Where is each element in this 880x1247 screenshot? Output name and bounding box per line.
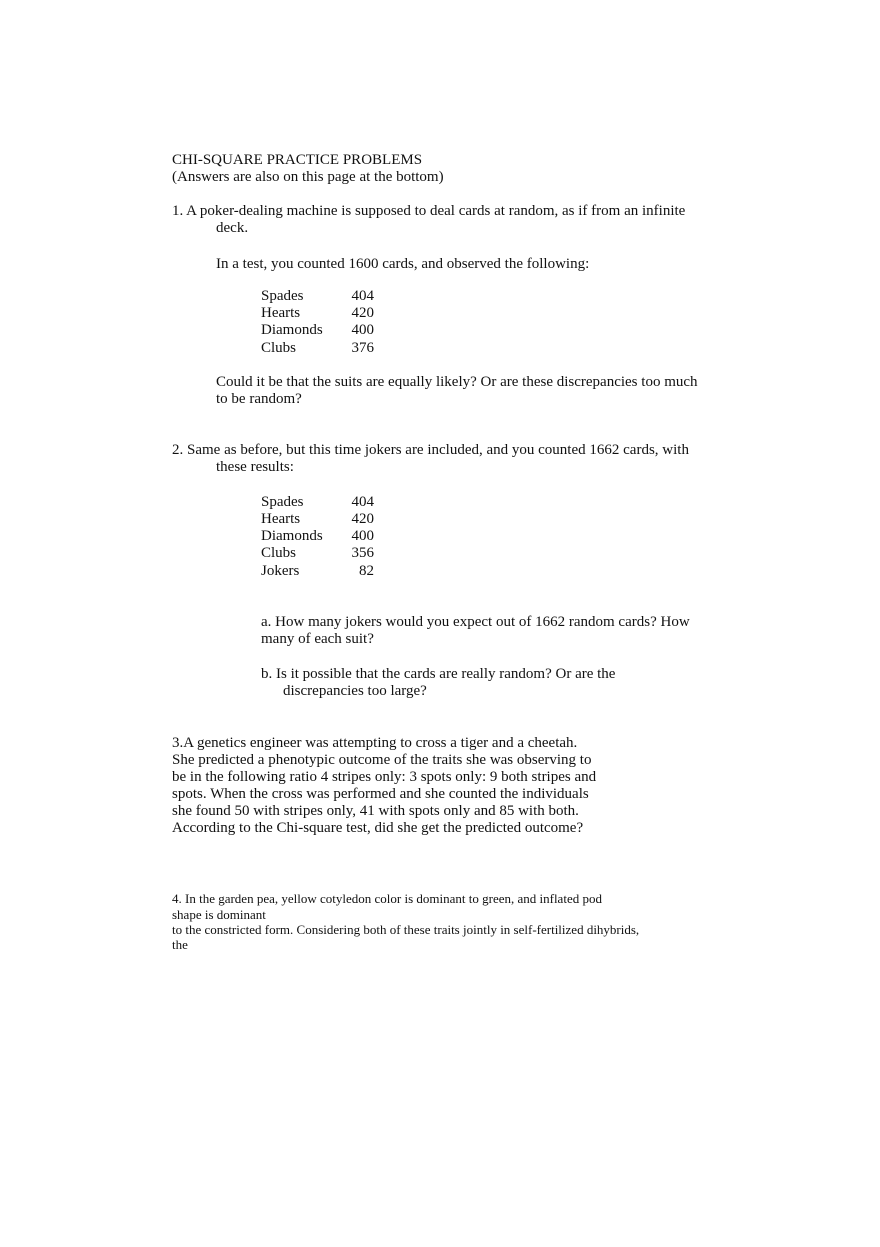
problem-3-line: spots. When the cross was performed and she counted the individuals	[172, 786, 589, 802]
problem-3-line: she found 50 with stripes only, 41 with spots only and 85 with both.	[172, 803, 579, 819]
suit-label: Diamonds	[261, 322, 323, 338]
problem-4-line: the	[172, 937, 188, 952]
suit-count: 376	[351, 340, 374, 356]
problem-1-question: Could it be that the suits are equally likely? Or are these discrepancies too much	[216, 374, 698, 390]
suit-label: Diamonds	[261, 528, 323, 544]
problem-4-line: to the constricted form. Considering both of these traits jointly in self-fertilized dihybrids,	[172, 922, 640, 937]
suit-count: 356	[351, 545, 374, 561]
problem-1-intro: In a test, you counted 1600 cards, and observed the following:	[216, 256, 590, 272]
page-subtitle: (Answers are also on this page at the bottom)	[172, 169, 444, 185]
problem-1-text: 1. A poker-dealing machine is supposed to deal cards at random, as if from an infinite	[172, 203, 686, 219]
problem-2-text: 2. Same as before, but this time jokers are included, and you counted 1662 cards, with	[172, 442, 689, 458]
suit-label: Spades	[261, 288, 304, 304]
page-title: CHI-SQUARE PRACTICE PROBLEMS	[172, 152, 423, 168]
problem-3-line: According to the Chi-square test, did she get the predicted outcome?	[172, 820, 584, 836]
suit-count: 420	[351, 511, 374, 527]
suit-label: Hearts	[261, 511, 301, 527]
problem-2b-text: b. Is it possible that the cards are really random? Or are the	[261, 666, 616, 682]
suit-count: 404	[351, 494, 374, 510]
problem-3-line: She predicted a phenotypic outcome of the traits she was observing to	[172, 752, 592, 768]
problem-2a-text-cont: many of each suit?	[261, 631, 374, 647]
problem-2b-text-cont: discrepancies too large?	[283, 683, 427, 699]
suit-label: Spades	[261, 494, 304, 510]
problem-3-line: be in the following ratio 4 stripes only: 3 spots only: 9 both stripes and	[172, 769, 597, 785]
suit-count: 400	[351, 528, 374, 544]
suit-label: Jokers	[261, 563, 300, 579]
problem-3-line: 3.A genetics engineer was attempting to cross a tiger and a cheetah.	[172, 735, 578, 751]
suit-count: 404	[351, 288, 374, 304]
problem-1-text-cont: deck.	[216, 220, 249, 236]
suit-label: Hearts	[261, 305, 301, 321]
problem-2-text-cont: these results:	[216, 459, 294, 475]
suit-label: Clubs	[261, 545, 297, 561]
suit-count: 400	[351, 322, 374, 338]
suit-count: 82	[359, 563, 374, 579]
problem-1-question-cont: to be random?	[216, 391, 302, 407]
problem-4-line: shape is dominant	[172, 907, 266, 922]
suit-label: Clubs	[261, 340, 297, 356]
problem-2a-text: a. How many jokers would you expect out of 1662 random cards? How	[261, 614, 690, 630]
suit-count: 420	[351, 305, 374, 321]
problem-4-line: 4. In the garden pea, yellow cotyledon color is dominant to green, and inflated pod	[172, 891, 602, 906]
